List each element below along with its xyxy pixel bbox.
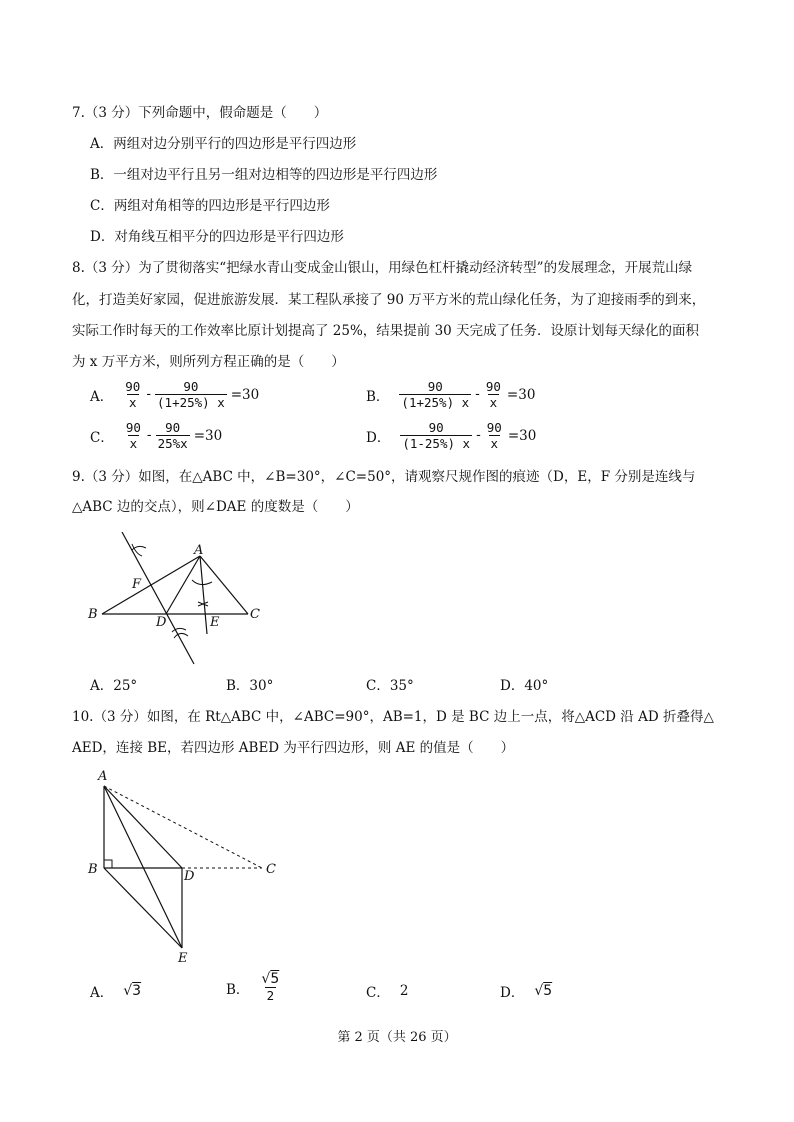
q8-option-b xyxy=(366,379,535,410)
label-d: D xyxy=(156,615,167,630)
equation-rhs: =30 xyxy=(193,427,223,444)
q8-stem-line-1: 8.（3 分）为了贯彻落实“把绿水青山变成金山银山，用绿色杠杆撬动经济转型”的发展理念，开展荒山绿 xyxy=(72,260,693,276)
sqrt-expression: √5 xyxy=(534,983,553,999)
minus-sign: - xyxy=(146,428,152,443)
q10-stem-line-1: 10.（3 分）如图，在 Rt△ABC 中，∠ABC=90°，AB=1，D 是 BC 边上一点，将△ACD 沿 AD 折叠得△ xyxy=(72,709,714,725)
label-e: E xyxy=(210,615,220,630)
fraction: $\frac{90}{25\%x}$ xyxy=(157,420,188,451)
fraction: $\frac{90}{(1+25\%) x}$ xyxy=(157,379,225,410)
page-footer: 第 2 页（共 26 页） xyxy=(337,1030,457,1045)
q8-option-a xyxy=(90,379,259,410)
q8-option-c xyxy=(90,420,222,451)
sqrt-expression: √3 xyxy=(123,983,142,999)
q9-stem-line-2: △ABC 边的交点），则∠DAE 的度数是（ ） xyxy=(72,499,359,515)
q9-option-b: B．30° xyxy=(226,678,274,694)
option-label: B． xyxy=(366,388,390,405)
option-label: D． xyxy=(500,985,525,1001)
equation-rhs: =30 xyxy=(506,386,536,403)
label-c: C xyxy=(250,607,260,622)
q8-option-d xyxy=(366,420,536,451)
q9-figure xyxy=(80,522,280,672)
minus-sign: - xyxy=(476,428,481,443)
fraction: $\frac{90}{(1-25\%) x}$ xyxy=(402,420,471,451)
q10-option-b xyxy=(226,972,281,1003)
label-b: B xyxy=(88,607,98,622)
fraction: $\frac{90}{(1+25\%) x}$ xyxy=(401,379,470,410)
q10-option-c xyxy=(366,981,408,1001)
fraction: $\frac{90}{x}$ xyxy=(485,379,501,410)
option-label: C． xyxy=(90,429,114,446)
q10-option-a xyxy=(90,981,141,1001)
label-b: B xyxy=(88,862,98,877)
label-f: F xyxy=(132,577,142,592)
label-d: D xyxy=(184,869,195,884)
q8-stem-line-4: 为 x 万平方米，则所列方程正确的是（ ） xyxy=(72,354,345,370)
option-label: A． xyxy=(90,388,114,405)
q9-option-d: D．40° xyxy=(500,678,549,694)
q8-stem-line-2: 化，打造美好家园，促进旅游发展．某工程队承接了 90 万平方米的荒山绿化任务，为了迎接雨季的到来， xyxy=(72,292,706,308)
q9-option-c: C．35° xyxy=(366,678,414,694)
label-a: A xyxy=(98,769,108,784)
option-label: D． xyxy=(366,429,391,446)
q7-stem: 7.（3 分）下列命题中，假命题是（ ） xyxy=(72,105,328,121)
label-e: E xyxy=(178,951,188,966)
label-a: A xyxy=(194,543,204,558)
option-value: 2 xyxy=(399,983,409,999)
q10-stem-line-2: AED，连接 BE，若四边形 ABED 为平行四边形，则 AE 的值是（ ） xyxy=(72,740,515,756)
minus-sign: - xyxy=(146,387,152,402)
fraction: $\frac{90}{x}$ xyxy=(125,420,141,451)
q9-option-a: A．25° xyxy=(90,678,138,694)
label-c: C xyxy=(266,862,276,877)
option-label: A． xyxy=(90,985,114,1001)
option-label: B． xyxy=(226,981,250,998)
q7-option-c: C．两组对角相等的四边形是平行四边形 xyxy=(90,198,330,214)
q10-figure xyxy=(84,766,294,966)
q8-stem-line-3: 实际工作时每天的工作效率比原计划提高了 25%，结果提前 30 天完成了任务．设原计划每天绿化的面积 xyxy=(72,323,700,339)
fraction: $\frac{90}{x}$ xyxy=(486,420,502,451)
q10-option-d xyxy=(500,981,552,1001)
q7-option-d: D．对角线互相平分的四边形是平行四边形 xyxy=(90,229,344,245)
fraction: $\frac{90}{x}$ xyxy=(125,379,141,410)
equation-rhs: =30 xyxy=(507,427,537,444)
minus-sign: - xyxy=(475,387,480,402)
fraction: $\frac{√5}{2}$ xyxy=(261,971,280,1003)
q7-option-b: B．一组对边平行且另一组对边相等的四边形是平行四边形 xyxy=(90,167,438,183)
option-label: C． xyxy=(366,985,390,1001)
q7-option-a: A．两组对边分别平行的四边形是平行四边形 xyxy=(90,136,357,152)
q9-stem-line-1: 9.（3 分）如图，在△ABC 中，∠B=30°，∠C=50°，请观察尺规作图的痕迹（D，E，F 分别是连线与 xyxy=(72,469,696,485)
equation-rhs: =30 xyxy=(230,386,260,403)
